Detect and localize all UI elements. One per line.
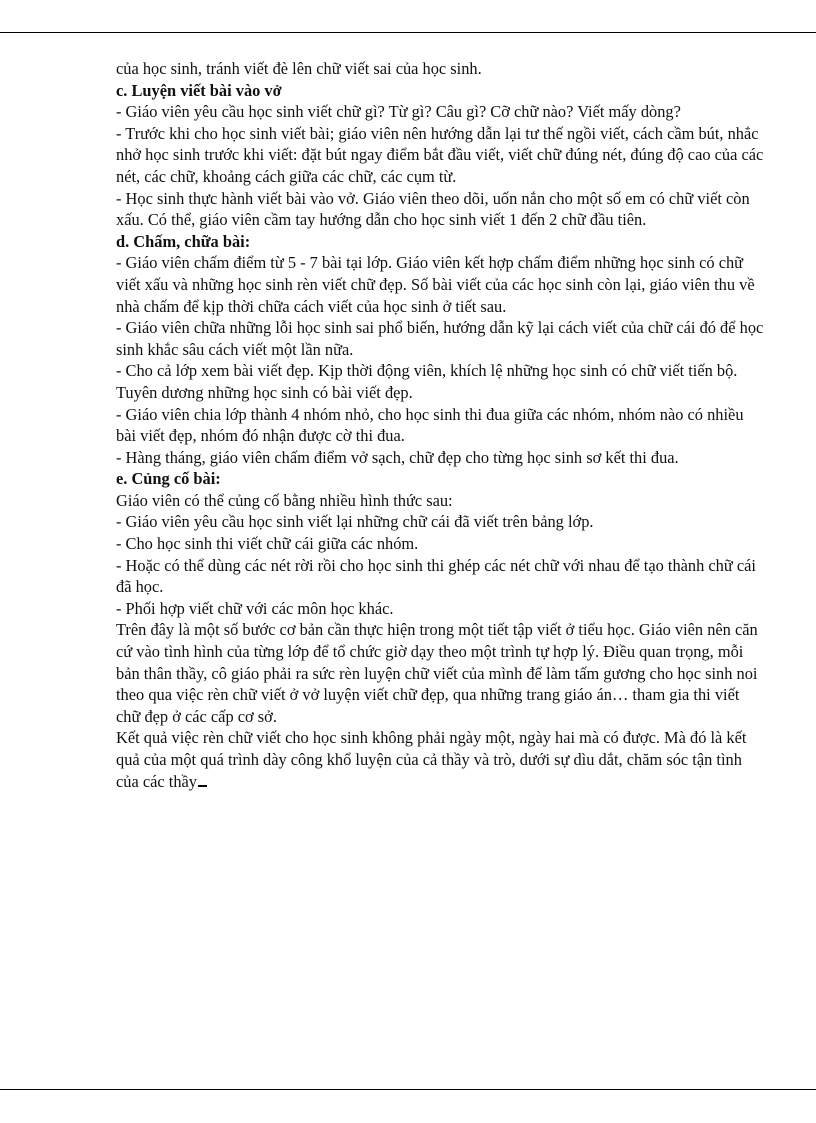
- paragraph: - Cho cả lớp xem bài viết đẹp. Kịp thời động viên, khích lệ những học sinh có chữ viết tiến bộ. Tuyên dương những học sinh có bài viết đẹp.: [116, 361, 738, 402]
- paragraph: Trên đây là một số bước cơ bản cần thực hiện trong một tiết tập viết ở tiểu học. Giáo viên nên căn cứ vào tình hình của từng lớp để tổ chức giờ dạy theo một trình tự hợp lý. Điều quan trọng, mỗi bản thân thầy, cô giáo phải ra sức rèn luyện chữ viết của mình để làm tấm gương cho học sinh noi theo qua việc rèn chữ viết ở vở luyện viết chữ đẹp, qua những trang giáo án… tham gia thi viết chữ đẹp ở các cấp cơ sở.: [116, 620, 758, 726]
- last-paragraph[interactable]: [116, 727, 764, 792]
- paragraph: - Hàng tháng, giáo viên chấm điểm vở sạch, chữ đẹp cho từng học sinh sơ kết thi đua.: [116, 447, 679, 467]
- paragraph: của học sinh, tránh viết đè lên chữ viết sai của học sinh.: [116, 59, 482, 78]
- paragraph: - Học sinh thực hành viết bài vào vở. Giáo viên theo dõi, uốn nắn cho một số em có chữ viết còn xấu. Có thể, giáo viên cầm tay hướng dẫn cho học sinh viết 1 đến 2 chữ đầu tiên.: [116, 188, 750, 230]
- page-top-rule: [0, 32, 816, 33]
- paragraph: - Trước khi cho học sinh viết bài; giáo viên nên hướng dẫn lại tư thế ngồi viết, cách cầm bút, nhắc nhở học sinh trước khi viết: đặt bút ngay điểm bắt đầu viết, viết chữ đúng nét, đúng độ cao của các nét, các chữ, khoảng cách giữa các chữ, các cụm từ.: [116, 123, 764, 186]
- section-heading-d: d. Chấm, chữa bài:: [116, 231, 251, 251]
- paragraph: Giáo viên có thể củng cố bằng nhiều hình thức sau:: [116, 490, 453, 510]
- paragraph: - Cho học sinh thi viết chữ cái giữa các nhóm.: [116, 534, 419, 554]
- paragraph: - Giáo viên chia lớp thành 4 nhóm nhỏ, cho học sinh thi đua giữa các nhóm, nhóm nào có nhiều bài viết đẹp, nhóm đó nhận được cờ thi đua.: [116, 404, 744, 446]
- section-heading-e: e. Củng cố bài:: [116, 469, 221, 489]
- paragraph: - Giáo viên chữa những lỗi học sinh sai phổ biến, hướng dẫn kỹ lại cách viết của chữ cái đó để học sinh khắc sâu cách viết một lần nữa.: [116, 318, 764, 359]
- paragraph: - Hoặc có thể dùng các nét rời rồi cho học sinh thi ghép các nét chữ với nhau để tạo thành chữ cái đã học.: [116, 555, 756, 597]
- last-paragraph-text: Kết quả việc rèn chữ viết cho học sinh không phải ngày một, ngày hai mà có được. Mà đó là kết quả của một quá trình dày công khổ luyện của cả thầy và trò, dưới sự dìu dắt, chăm sóc tận tình của các thầy: [116, 728, 747, 791]
- paragraph: - Giáo viên yêu cầu học sinh viết lại những chữ cái đã viết trên bảng lớp.: [116, 512, 594, 532]
- paragraph: - Giáo viên yêu cầu học sinh viết chữ gì? Từ gì? Câu gì? Cỡ chữ nào? Viết mấy dòng?: [116, 102, 681, 122]
- paragraph: - Giáo viên chấm điểm từ 5 - 7 bài tại lớp. Giáo viên kết hợp chấm điểm những học sinh có chữ viết xấu và những học sinh rèn viết chữ đẹp. Số bài viết của các học sinh còn lại, giáo viên thu về nhà chấm để kịp thời chữa cách viết của học sinh ở tiết sau.: [116, 253, 755, 316]
- page-bottom-rule: [0, 1089, 816, 1090]
- paragraph: - Phối hợp viết chữ với các môn học khác.: [116, 598, 394, 618]
- text-cursor: [198, 785, 207, 787]
- document-body: [116, 58, 764, 792]
- section-heading-c: c. Luyện viết bài vào vở: [116, 80, 282, 100]
